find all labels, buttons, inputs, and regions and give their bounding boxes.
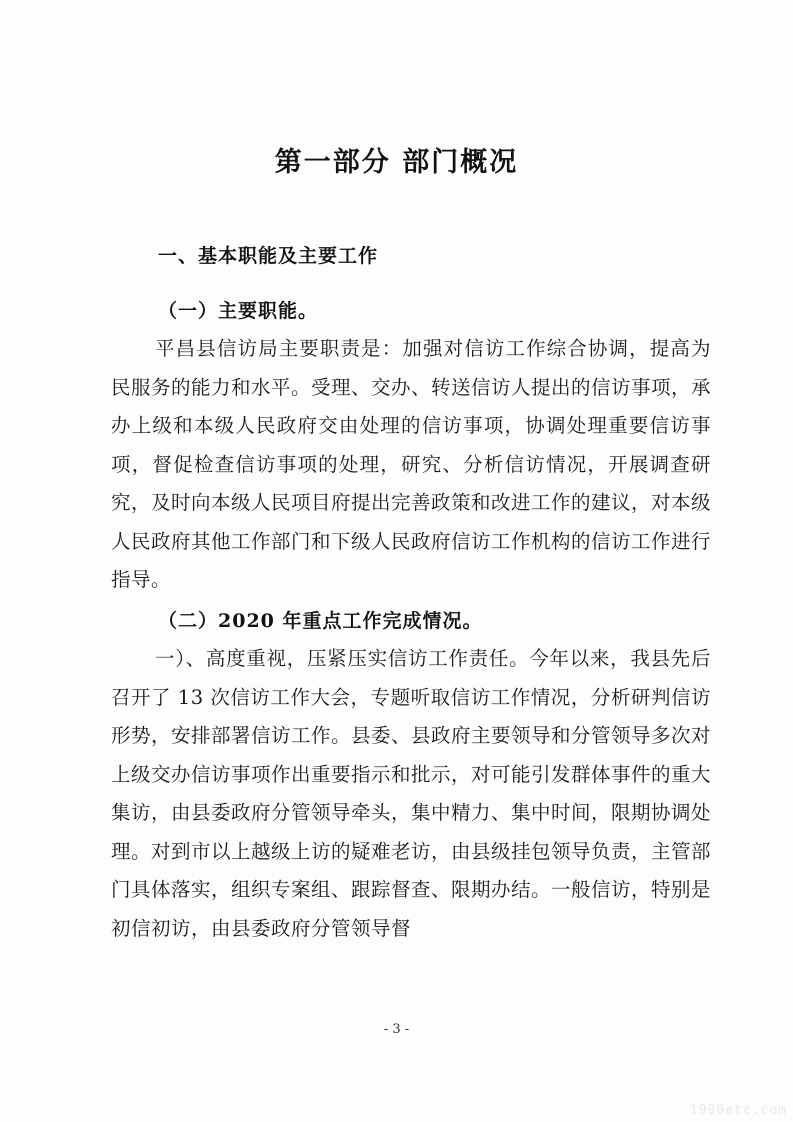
page-number: - 3 - [383,1022,410,1037]
watermark-text: 1990etc.com [689,1103,787,1118]
subsection-heading-2020-work: （二）2020 年重点工作完成情况。 [158,610,483,632]
section-heading-basic-functions: 一、基本职能及主要工作 [158,245,379,267]
subsection-heading-main-functions: （一）主要职能。 [158,300,319,322]
paragraph-2020-work: 一）、高度重视，压紧压实信访工作责任。今年以来，我县先后召开了 13 次信访工作大会，专题听取信访工作情况，分析研判信访形势，安排部署信访工作。县委、县政府主要领导和分管领导多次对上级交办信访事项作出重要指示和批示，对可能引发群体事件的重大集访，由县委政府分管领导牵头，集中精力、集中时间，限期协调处理。对到市以上越级上访的疑难老访，由县级挂包领导负责，主管部门具体落实，组织专案组、跟踪督查、限期办结。一般信访，特别是初信初访，由县委政府分管领导督 [111,647,712,940]
paragraph-main-functions: 平昌县信访局主要职责是：加强对信访工作综合协调，提高为民服务的能力和水平。受理、交办、转送信访人提出的信访事项，承办上级和本级人民政府交由处理的信访事项，协调处理重要信访事项，督促检查信访事项的处理，研究、分析信访情况，开展调查研究，及时向本级人民项目府提出完善政策和改进工作的建议，对本级人民政府其他工作部门和下级人民政府信访工作机构的信访工作进行指导。 [111,337,712,591]
page-title: 第一部分 部门概况 [274,147,519,178]
